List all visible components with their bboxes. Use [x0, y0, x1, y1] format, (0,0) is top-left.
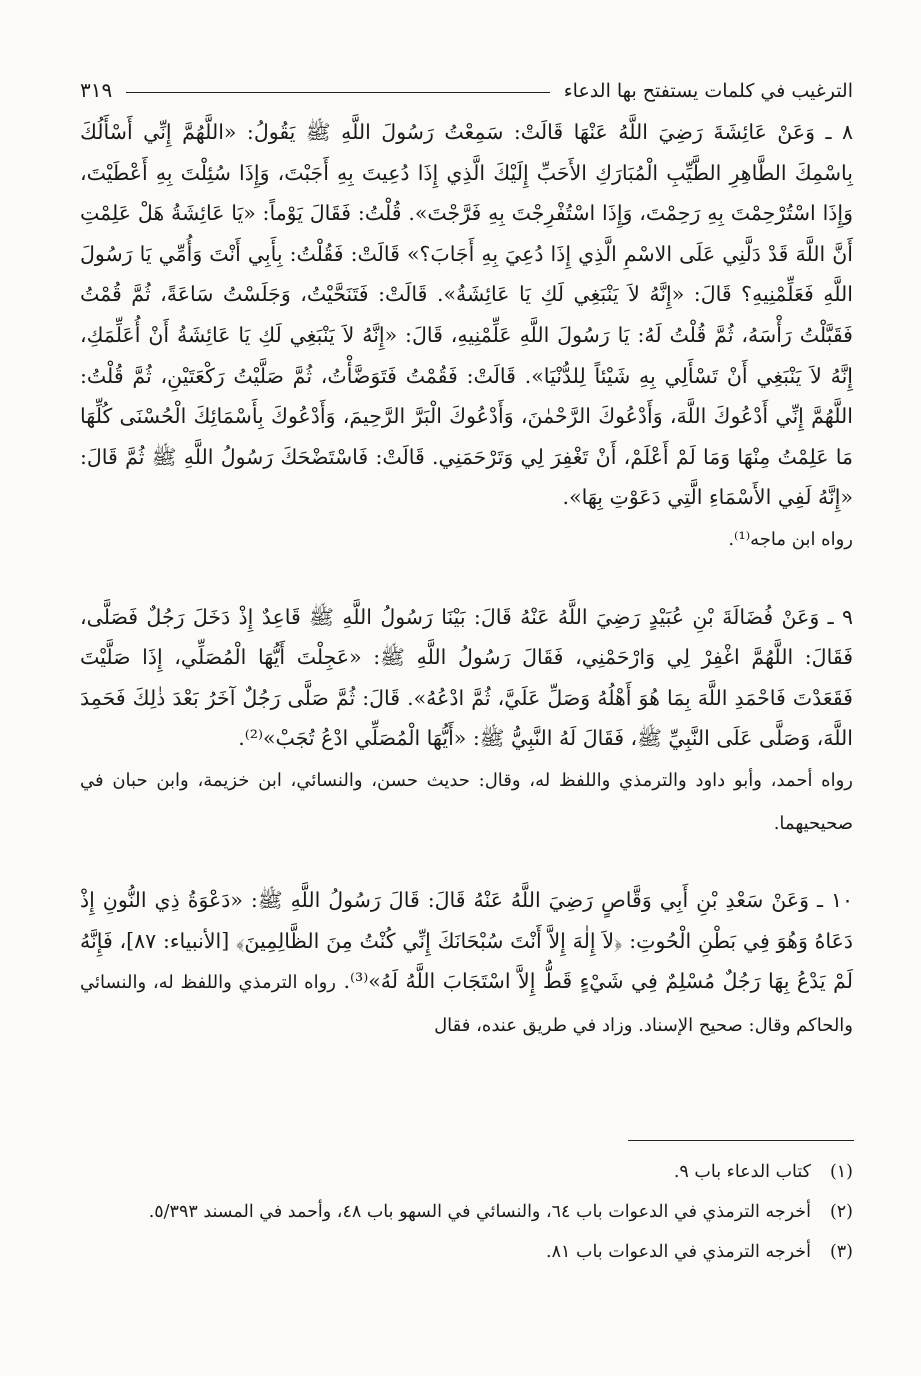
- page-number: ٣١٩: [80, 78, 113, 102]
- footnote-text: أخرجه الترمذي في الدعوات باب ٦٤، والنسائي في السهو باب ٤٨، وأحمد في المسند ٥/٣٩٣.: [148, 1202, 811, 1222]
- hadith-8-text: ٨ ـ وَعَنْ عَائِشَةَ رَضِيَ اللَّهُ عَنْهَا قَالَتْ: سَمِعْتُ رَسُولَ اللَّهِ ﷺ يَقُولُ: «اللَّهُمَّ إِنِّي أَسْأَلُكَ بِاسْمِكَ الطَّاهِرِ الطَّيِّبِ الْمُبَارَكِ الأَحَبِّ إِلَيْكَ الَّذِي إِذَا دُعِيتَ بِهِ أَجَبْتَ، وَإِذَا سُئِلْتَ بِهِ أَعْطَيْتَ، وَإِذَا اسْتُرْحِمْتَ بِهِ رَحِمْتَ، وَإِذَا اسْتُفْرِجْتَ بِهِ فَرَّجْتَ». قُلْتُ: فَقَالَ يَوْماً: «يَا عَائِشَةُ هَلْ عَلِمْتِ أَنَّ اللَّهَ قَدْ دَلَّنِي عَلَى الاسْمِ الَّذِي إِذَا دُعِيَ بِهِ أَجَابَ؟» قَالَتْ: فَقُلْتُ: بِأَبِي أَنْتَ وَأُمِّي يَا رَسُولَ اللَّهِ فَعَلِّمْنِيهِ؟ قَالَ: «إِنَّهُ لاَ يَنْبَغِي لَكِ يَا عَائِشَةُ». قَالَتْ: فَتَنَحَّيْتُ، وَجَلَسْتُ سَاعَةً، ثُمَّ قُمْتُ فَقَبَّلْتُ رَأْسَهُ، ثُمَّ قُلْتُ لَهُ: يَا رَسُولَ اللَّهِ عَلِّمْنِيهِ، قَالَ: «إِنَّهُ لاَ يَنْبَغِي لَكِ يَا عَائِشَةُ أَنْ أُعَلِّمَكِ، إِنَّهُ لاَ يَنْبَغِي أَنْ تَسْأَلِي بِهِ شَيْئاً لِلدُّنْيَا». قَالَتْ: فَقُمْتُ فَتَوَضَّأْتُ، ثُمَّ صَلَّيْتُ رَكْعَتَيْنِ، ثُمَّ قُلْتُ: اللَّهُمَّ إِنِّي أَدْعُوكَ اللَّهَ، وَأَدْعُوكَ الرَّحْمٰنَ، وَأَدْعُوكَ الْبَرَّ الرَّحِيمَ، وَأَدْعُوكَ بِأَسْمَائِكَ الْحُسْنَى كُلِّهَا مَا عَلِمْتُ مِنْهَا وَمَا لَمْ أَعْلَمْ، أَنْ تَغْفِرَ لِي وَتَرْحَمَنِي. قَالَتْ: فَاسْتَضْحَكَ رَسُولُ اللَّهِ ﷺ ثُمَّ قَالَ: «إِنَّهُ لَفِي الأَسْمَاءِ الَّتِي دَعَوْتِ بِهَا».: [80, 120, 854, 510]
- footnote: [80, 1195, 853, 1229]
- footnote-separator: [628, 1140, 854, 1141]
- hadith-8-source: رواه ابن ماجه⁽¹⁾.: [728, 528, 853, 550]
- running-title: الترغيب في كلمات يستفتح بها الدعاء: [563, 80, 853, 102]
- hadith-10-source: رواه الترمذي واللفظ له، والنسائي والحاكم وقال: صحيح الإسناد. وزاد في طريق عنده، فقال: [80, 972, 853, 1036]
- footnote-number: (٣): [829, 1242, 853, 1262]
- hadith-9-source: رواه أحمد، وأبو داود والترمذي واللفظ له، وقال: حديث حسن، والنسائي، ابن خزيمة، وابن حبان في صحيحيهما.: [80, 769, 853, 834]
- hadith-10-text: ١٠ ـ وَعَنْ سَعْدِ بْنِ أَبِي وَقَّاصٍ رَضِيَ اللَّهُ عَنْهُ قَالَ: قَالَ رَسُولُ اللَّهِ ﷺ: «دَعْوَةُ ذِي النُّونِ إِذْ دَعَاهُ وَهُوَ فِي بَطْنِ الْحُوتِ: ﴿لاَ إِلٰهَ إِلاَّ أَنْتَ سُبْحَانَكَ إِنِّي كُنْتُ مِنَ الظَّالِمِينَ﴾ [الأنبياء: ٨٧]، فَإِنَّهُ لَمْ يَدْعُ بِهَا رَجُلٌ مُسْلِمٌ فِي شَيْءٍ قَطُّ إِلاَّ اسْتَجَابَ اللَّهُ لَهُ»⁽³⁾.: [80, 888, 853, 994]
- header-rule: [126, 92, 550, 93]
- page-header: [80, 68, 853, 102]
- footnote-text: أخرجه الترمذي في الدعوات باب ٨١.: [546, 1242, 811, 1262]
- footnote: [80, 1155, 853, 1189]
- footnote-text: كتاب الدعاء باب ٩.: [673, 1162, 811, 1182]
- hadith-8: [80, 112, 853, 561]
- footnote: [80, 1235, 853, 1269]
- hadith-9-text: ٩ ـ وَعَنْ فُضَالَةَ بْنِ عُبَيْدٍ رَضِيَ اللَّهُ عَنْهُ قَالَ: بَيْنَا رَسُولُ اللَّهِ ﷺ قَاعِدٌ إِذْ دَخَلَ رَجُلٌ فَصَلَّى، فَقَالَ: اللَّهُمَّ اغْفِرْ لِي وَارْحَمْنِي، فَقَالَ رَسُولُ اللَّهِ ﷺ: «عَجِلْتَ أَيُّهَا الْمُصَلِّي، إِذَا صَلَّيْتَ فَقَعَدْتَ فَاحْمَدِ اللَّهَ بِمَا هُوَ أَهْلُهُ وَصَلِّ عَلَيَّ، ثُمَّ ادْعُهُ». قَالَ: ثُمَّ صَلَّى رَجُلٌ آخَرُ بَعْدَ ذٰلِكَ فَحَمِدَ اللَّهَ، وَصَلَّى عَلَى النَّبِيِّ ﷺ، فَقَالَ لَهُ النَّبِيُّ ﷺ: «أَيُّهَا الْمُصَلِّي ادْعُ تُجَبْ»⁽²⁾.: [80, 604, 853, 751]
- hadith-9: [80, 597, 853, 845]
- main-text: [80, 112, 853, 1046]
- footnote-number: (١): [829, 1162, 853, 1182]
- hadith-10: [80, 880, 853, 1046]
- footnotes: [80, 1155, 853, 1275]
- footnote-number: (٢): [829, 1202, 853, 1222]
